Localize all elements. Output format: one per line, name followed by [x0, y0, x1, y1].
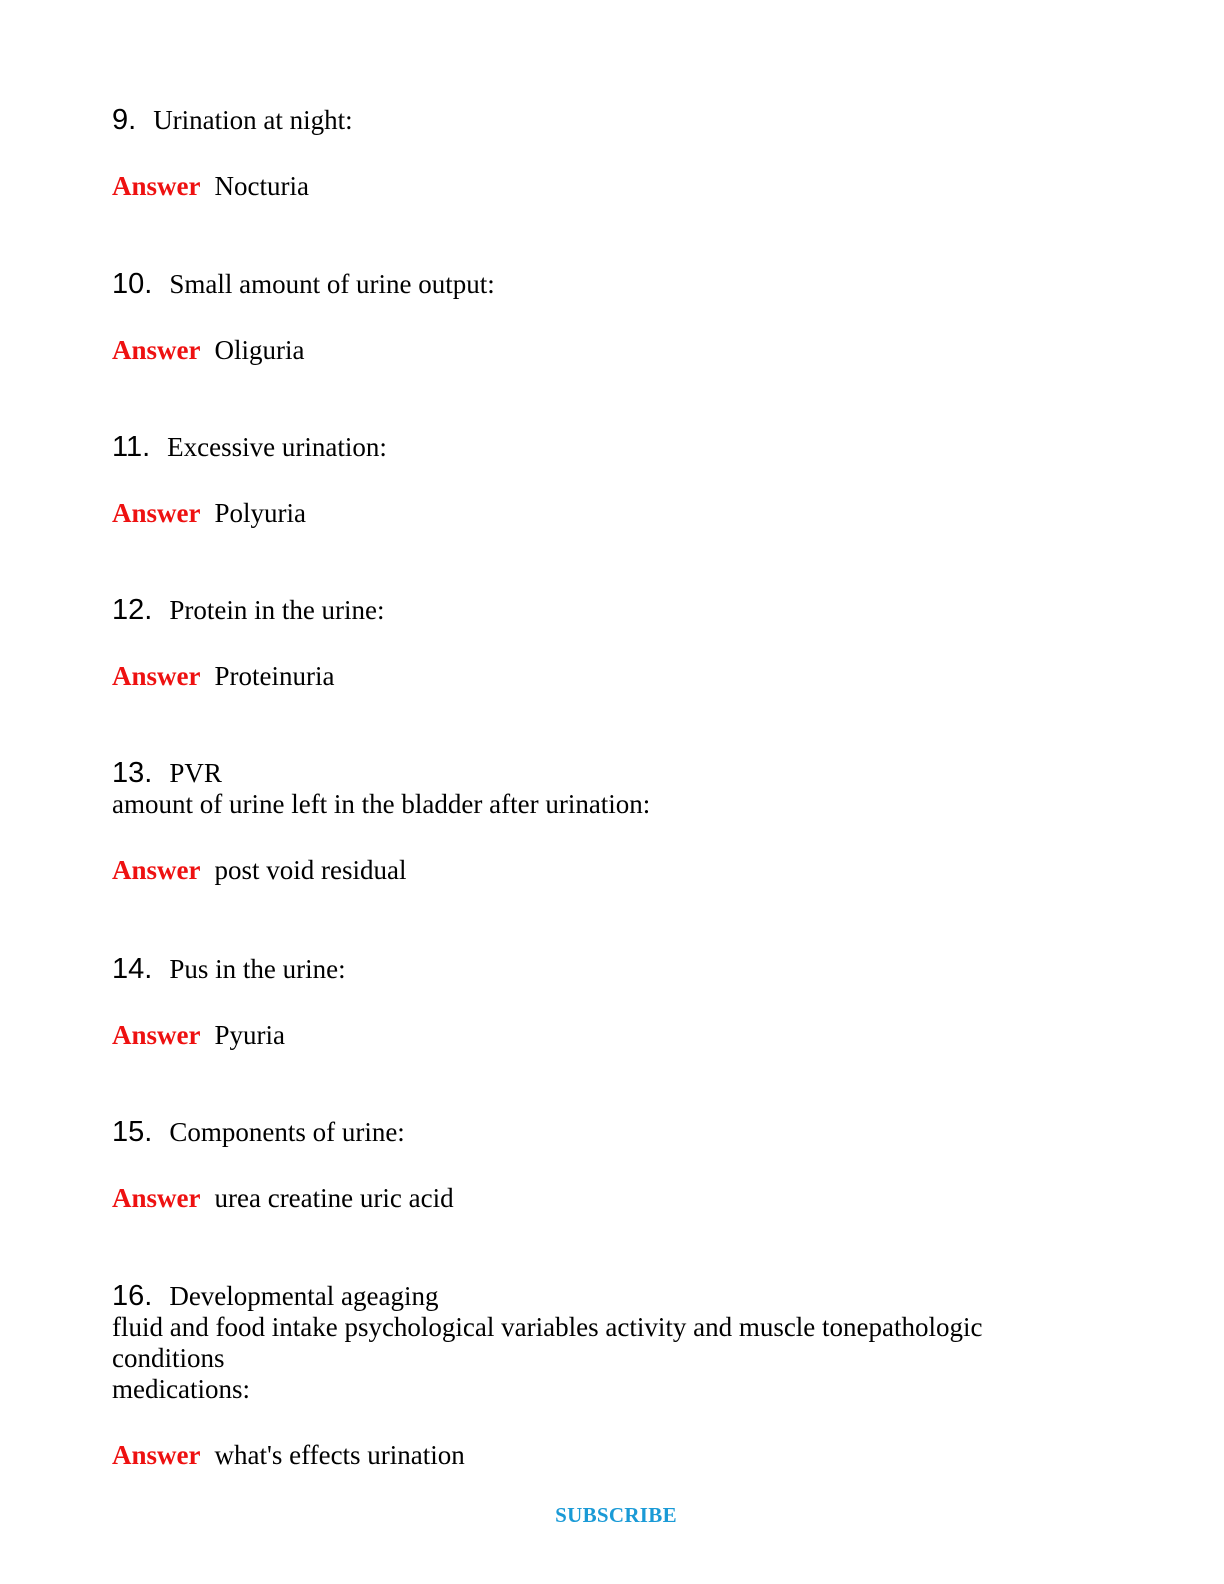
answer-line	[112, 1019, 1112, 1051]
question-prompt: Excessive urination:	[167, 432, 387, 462]
answer-label: Answer	[112, 855, 201, 885]
answer-line	[112, 170, 1112, 202]
answer-line	[112, 660, 1112, 692]
question-11	[112, 431, 1112, 529]
question-12	[112, 594, 1112, 692]
answer-text: Polyuria	[214, 498, 306, 528]
question-number: 11.	[112, 431, 151, 463]
answer-text: Nocturia	[214, 171, 309, 201]
question-extra-line: medications:	[112, 1374, 250, 1404]
question-prompt: Components of urine:	[169, 1117, 405, 1147]
answer-text: Pyuria	[214, 1020, 285, 1050]
answer-label: Answer	[112, 335, 201, 365]
question-prompt: Developmental ageaging	[169, 1281, 439, 1311]
answer-text: post void residual	[214, 855, 407, 885]
answer-text: Proteinuria	[214, 661, 335, 691]
question-number: 14.	[112, 953, 153, 985]
question-line	[112, 757, 1112, 789]
question-extra-line: amount of urine left in the bladder after urination:	[112, 789, 651, 819]
question-16	[112, 1280, 1112, 1471]
question-13	[112, 757, 1112, 886]
answer-label: Answer	[112, 498, 201, 528]
answer-line	[112, 497, 1112, 529]
subscribe-link[interactable]: SUBSCRIBE	[555, 1503, 677, 1527]
answer-text: urea creatine uric acid	[214, 1183, 454, 1213]
question-prompt: Protein in the urine:	[169, 595, 385, 625]
question-number: 16.	[112, 1280, 153, 1312]
answer-line	[112, 1182, 1112, 1214]
answer-text: Oliguria	[214, 335, 305, 365]
question-number: 12.	[112, 594, 153, 626]
answer-label: Answer	[112, 1020, 201, 1050]
answer-label: Answer	[112, 1183, 201, 1213]
question-line	[112, 268, 1112, 300]
question-14	[112, 953, 1112, 1051]
answer-label: Answer	[112, 661, 201, 691]
answer-text: what's effects urination	[214, 1440, 465, 1470]
question-prompt: Pus in the urine:	[169, 954, 346, 984]
answer-label: Answer	[112, 1440, 201, 1470]
answer-label: Answer	[112, 171, 201, 201]
question-number: 10.	[112, 268, 153, 300]
question-line	[112, 953, 1112, 985]
question-number: 15.	[112, 1116, 153, 1148]
question-prompt: Urination at night:	[153, 105, 353, 135]
question-10	[112, 268, 1112, 366]
question-line	[112, 431, 1112, 463]
question-prompt: Small amount of urine output:	[169, 269, 495, 299]
question-9	[112, 104, 1112, 202]
question-15	[112, 1116, 1112, 1214]
question-line	[112, 104, 1112, 136]
question-number: 9.	[112, 104, 137, 136]
question-line	[112, 1116, 1112, 1148]
question-line	[112, 1280, 1112, 1312]
question-number: 13.	[112, 757, 153, 789]
answer-line	[112, 1439, 1112, 1471]
question-extra-line: fluid and food intake psychological variables activity and muscle tonepathologic	[112, 1312, 983, 1342]
question-extra-line: conditions	[112, 1343, 225, 1373]
answer-line	[112, 334, 1112, 366]
question-line	[112, 594, 1112, 626]
question-prompt: PVR	[169, 758, 222, 788]
answer-line	[112, 854, 1112, 886]
